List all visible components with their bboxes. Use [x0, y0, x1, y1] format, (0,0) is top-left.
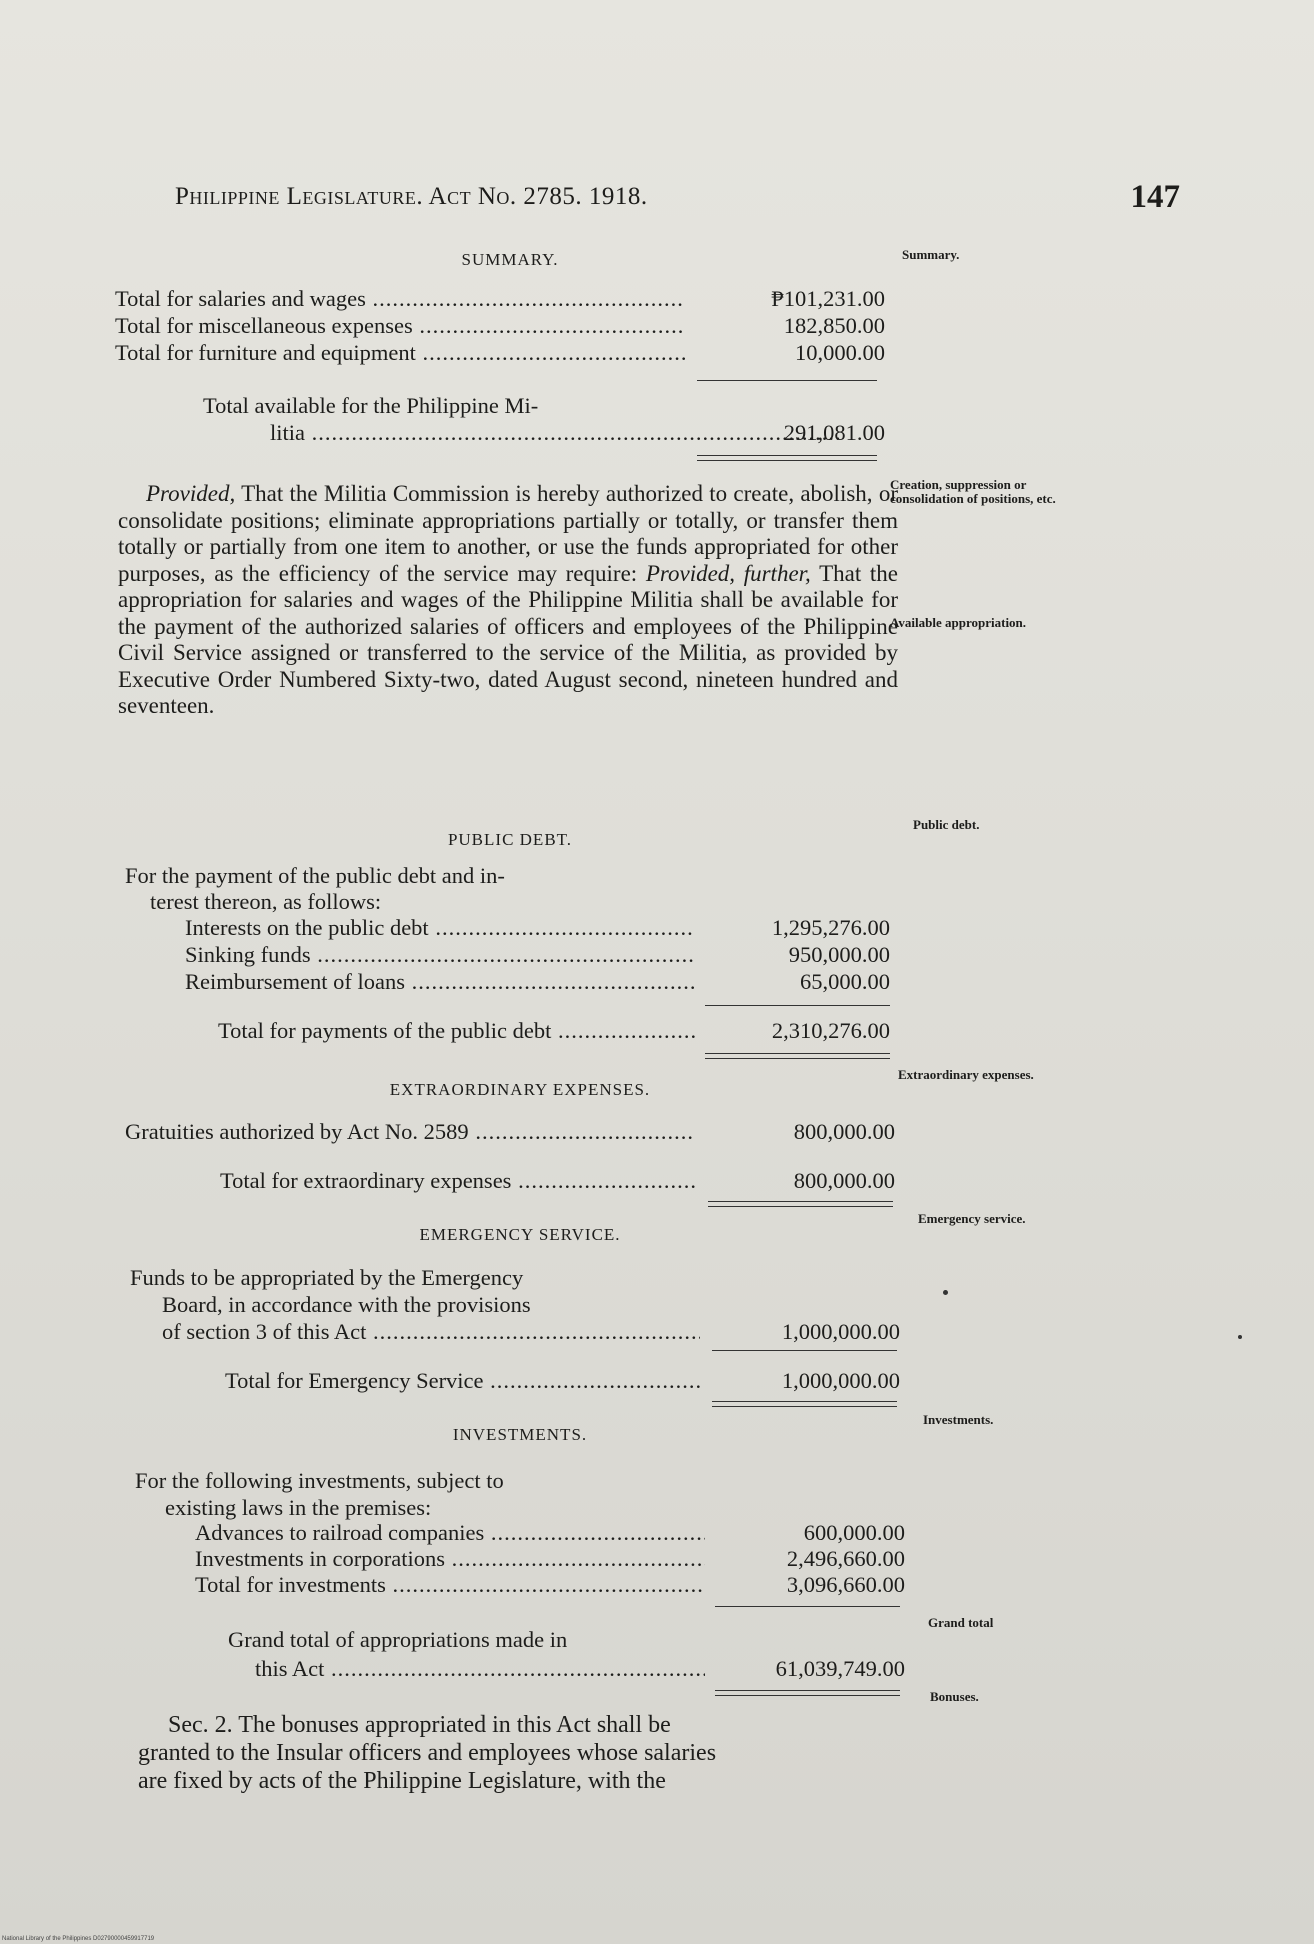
row-amount: 182,850.00: [783, 313, 885, 338]
summary-row: [115, 313, 885, 341]
row-label: Interests on the public debt .....: [120, 915, 695, 941]
side-note-extraordinary: Extraordinary expenses.: [898, 1067, 1034, 1082]
row-amount: 800,000.00: [793, 1119, 895, 1144]
investments-row: [135, 1546, 905, 1574]
row-amount: 65,000.00: [800, 969, 890, 994]
section2-line-2: granted to the Insular officers and employees whose salaries: [138, 1740, 717, 1766]
public-debt-total-amount: 2,310,276.00: [771, 1018, 890, 1043]
summary-total-line1: Total available for the Philippine Mi-: [203, 393, 539, 418]
emergency-total-amount: 1,000,000.00: [781, 1368, 900, 1393]
summary-row: [115, 340, 885, 368]
row-label: this Act .....: [135, 1656, 705, 1682]
running-header: [175, 179, 1205, 223]
row-label: Total for miscellaneous expenses .....: [115, 313, 685, 339]
public-debt-row: [120, 969, 890, 997]
investments-intro-1: For the following investments, subject to: [135, 1468, 504, 1493]
row-label: Advances to railroad companies .....: [135, 1520, 705, 1546]
public-debt-row: [120, 915, 890, 943]
extraordinary-row: [125, 1119, 895, 1147]
public-debt-intro-1: For the payment of the public debt and in-: [125, 863, 505, 888]
total-double-rule: [712, 1401, 897, 1407]
proviso-text-1: That the Militia Commission is hereby authorized to create, abolish, or consolidate positions; eliminate appropriations partially or totally, or transfer them totally or partially from one item to another, or use the funds appropriated for other purposes, as the efficiency of the service may require:: [118, 481, 898, 586]
row-label: Investments in corporations .....: [135, 1546, 705, 1572]
proviso-paragraph: [118, 481, 898, 720]
running-head: Philippine Legislature. Act No. 2785. 1918.: [175, 183, 648, 210]
subtotal-rule: [697, 380, 877, 381]
investments-heading: INVESTMENTS.: [452, 1425, 588, 1444]
row-amount: 600,000.00: [803, 1520, 905, 1545]
total-double-rule: [705, 1053, 890, 1059]
ink-speck: [943, 1290, 948, 1295]
side-note-creation: Creation, suppression or consolidation of positions, etc.: [890, 477, 1056, 506]
row-label: of section 3 of this Act .....: [130, 1319, 700, 1345]
row-amount: 10,000.00: [795, 340, 885, 365]
subtotal-rule: [715, 1606, 900, 1607]
proviso-further: Provided, further,: [645, 560, 811, 586]
grand-total-line1: Grand total of appropriations made in: [228, 1627, 568, 1652]
emergency-total-row: [130, 1368, 900, 1396]
public-debt-row: [120, 942, 890, 970]
row-amount: 1,295,276.00: [771, 915, 890, 940]
row-label: Total for investments .....: [135, 1572, 705, 1598]
summary-total-row: [115, 420, 885, 448]
investments-row: [135, 1572, 905, 1600]
emergency-amount: 1,000,000.00: [781, 1319, 900, 1344]
proviso-text-2: That the appropriation for salaries and wages of the Philippine Militia shall be available for the payment of the authorized salaries of officers and employees of the Philippine Civil Service assigned or transferred to the service of the Militia, as provided by Executive Order Numbered Sixty-two, dated August second, nineteen hundred and seventeen.: [118, 560, 898, 718]
side-note-emergency: Emergency service.: [918, 1211, 1026, 1226]
side-note-public-debt: Public debt.: [913, 817, 980, 832]
row-label: Gratuities authorized by Act No. 2589 .....: [125, 1119, 695, 1145]
row-label: Sinking funds .....: [120, 942, 695, 968]
emergency-line-1: Funds to be appropriated by the Emergency: [130, 1265, 524, 1290]
summary-row: [115, 286, 885, 314]
row-amount: 2,496,660.00: [786, 1546, 905, 1571]
side-note-grand-total: Grand total: [928, 1615, 994, 1630]
summary-total-amount: 291,081.00: [783, 420, 885, 445]
row-label: Total for salaries and wages .....: [115, 286, 685, 312]
row-label: Total for extraordinary expenses .....: [125, 1168, 695, 1194]
ink-speck: [1238, 1335, 1242, 1339]
total-double-rule: [697, 455, 877, 461]
public-debt-heading: PUBLIC DEBT.: [447, 830, 573, 849]
emergency-row: [130, 1319, 900, 1347]
side-note-bonuses: Bonuses.: [930, 1689, 979, 1704]
total-double-rule: [715, 1690, 900, 1696]
row-amount: ₱101,231.00: [771, 286, 885, 311]
row-amount: 3,096,660.00: [786, 1572, 905, 1597]
side-note-investments: Investments.: [923, 1412, 994, 1427]
emergency-line-2: Board, in accordance with the provisions: [162, 1292, 531, 1317]
summary-heading: SUMMARY.: [461, 250, 559, 269]
investments-row: [135, 1520, 905, 1548]
row-amount: 950,000.00: [788, 942, 890, 967]
subtotal-rule: [705, 1005, 890, 1006]
row-label: Total for payments of the public debt .....: [120, 1018, 695, 1044]
row-label: Total for Emergency Service .....: [130, 1368, 700, 1394]
row-label: litia .....: [115, 420, 840, 446]
section2-line-1: Sec. 2. The bonuses appropriated in this Act shall be: [168, 1712, 671, 1738]
proviso-lead: Provided,: [146, 481, 236, 506]
emergency-heading: EMERGENCY SERVICE.: [419, 1225, 621, 1244]
row-label: Total for furniture and equipment .....: [115, 340, 685, 366]
scan-footer: National Library of the Philippines D02790000459917719: [2, 1936, 155, 1942]
side-note-available: Available appropriation.: [890, 615, 1027, 630]
total-double-rule: [708, 1201, 893, 1207]
side-note-summary: Summary.: [902, 247, 960, 262]
extraordinary-total-amount: 800,000.00: [793, 1168, 895, 1193]
public-debt-intro-2: terest thereon, as follows:: [150, 889, 382, 914]
row-label: Reimbursement of loans .....: [120, 969, 695, 995]
grand-total-amount: 61,039,749.00: [775, 1656, 905, 1681]
section2-line-3: are fixed by acts of the Philippine Legislature, with the: [138, 1768, 666, 1794]
subtotal-rule: [712, 1350, 897, 1351]
investments-intro-2: existing laws in the premises:: [165, 1495, 432, 1520]
public-debt-total-row: [120, 1018, 890, 1046]
extraordinary-heading: EXTRAORDINARY EXPENSES.: [389, 1080, 651, 1099]
grand-total-row: [135, 1656, 905, 1684]
page-number: 147: [1130, 179, 1180, 215]
extraordinary-total-row: [125, 1168, 895, 1196]
